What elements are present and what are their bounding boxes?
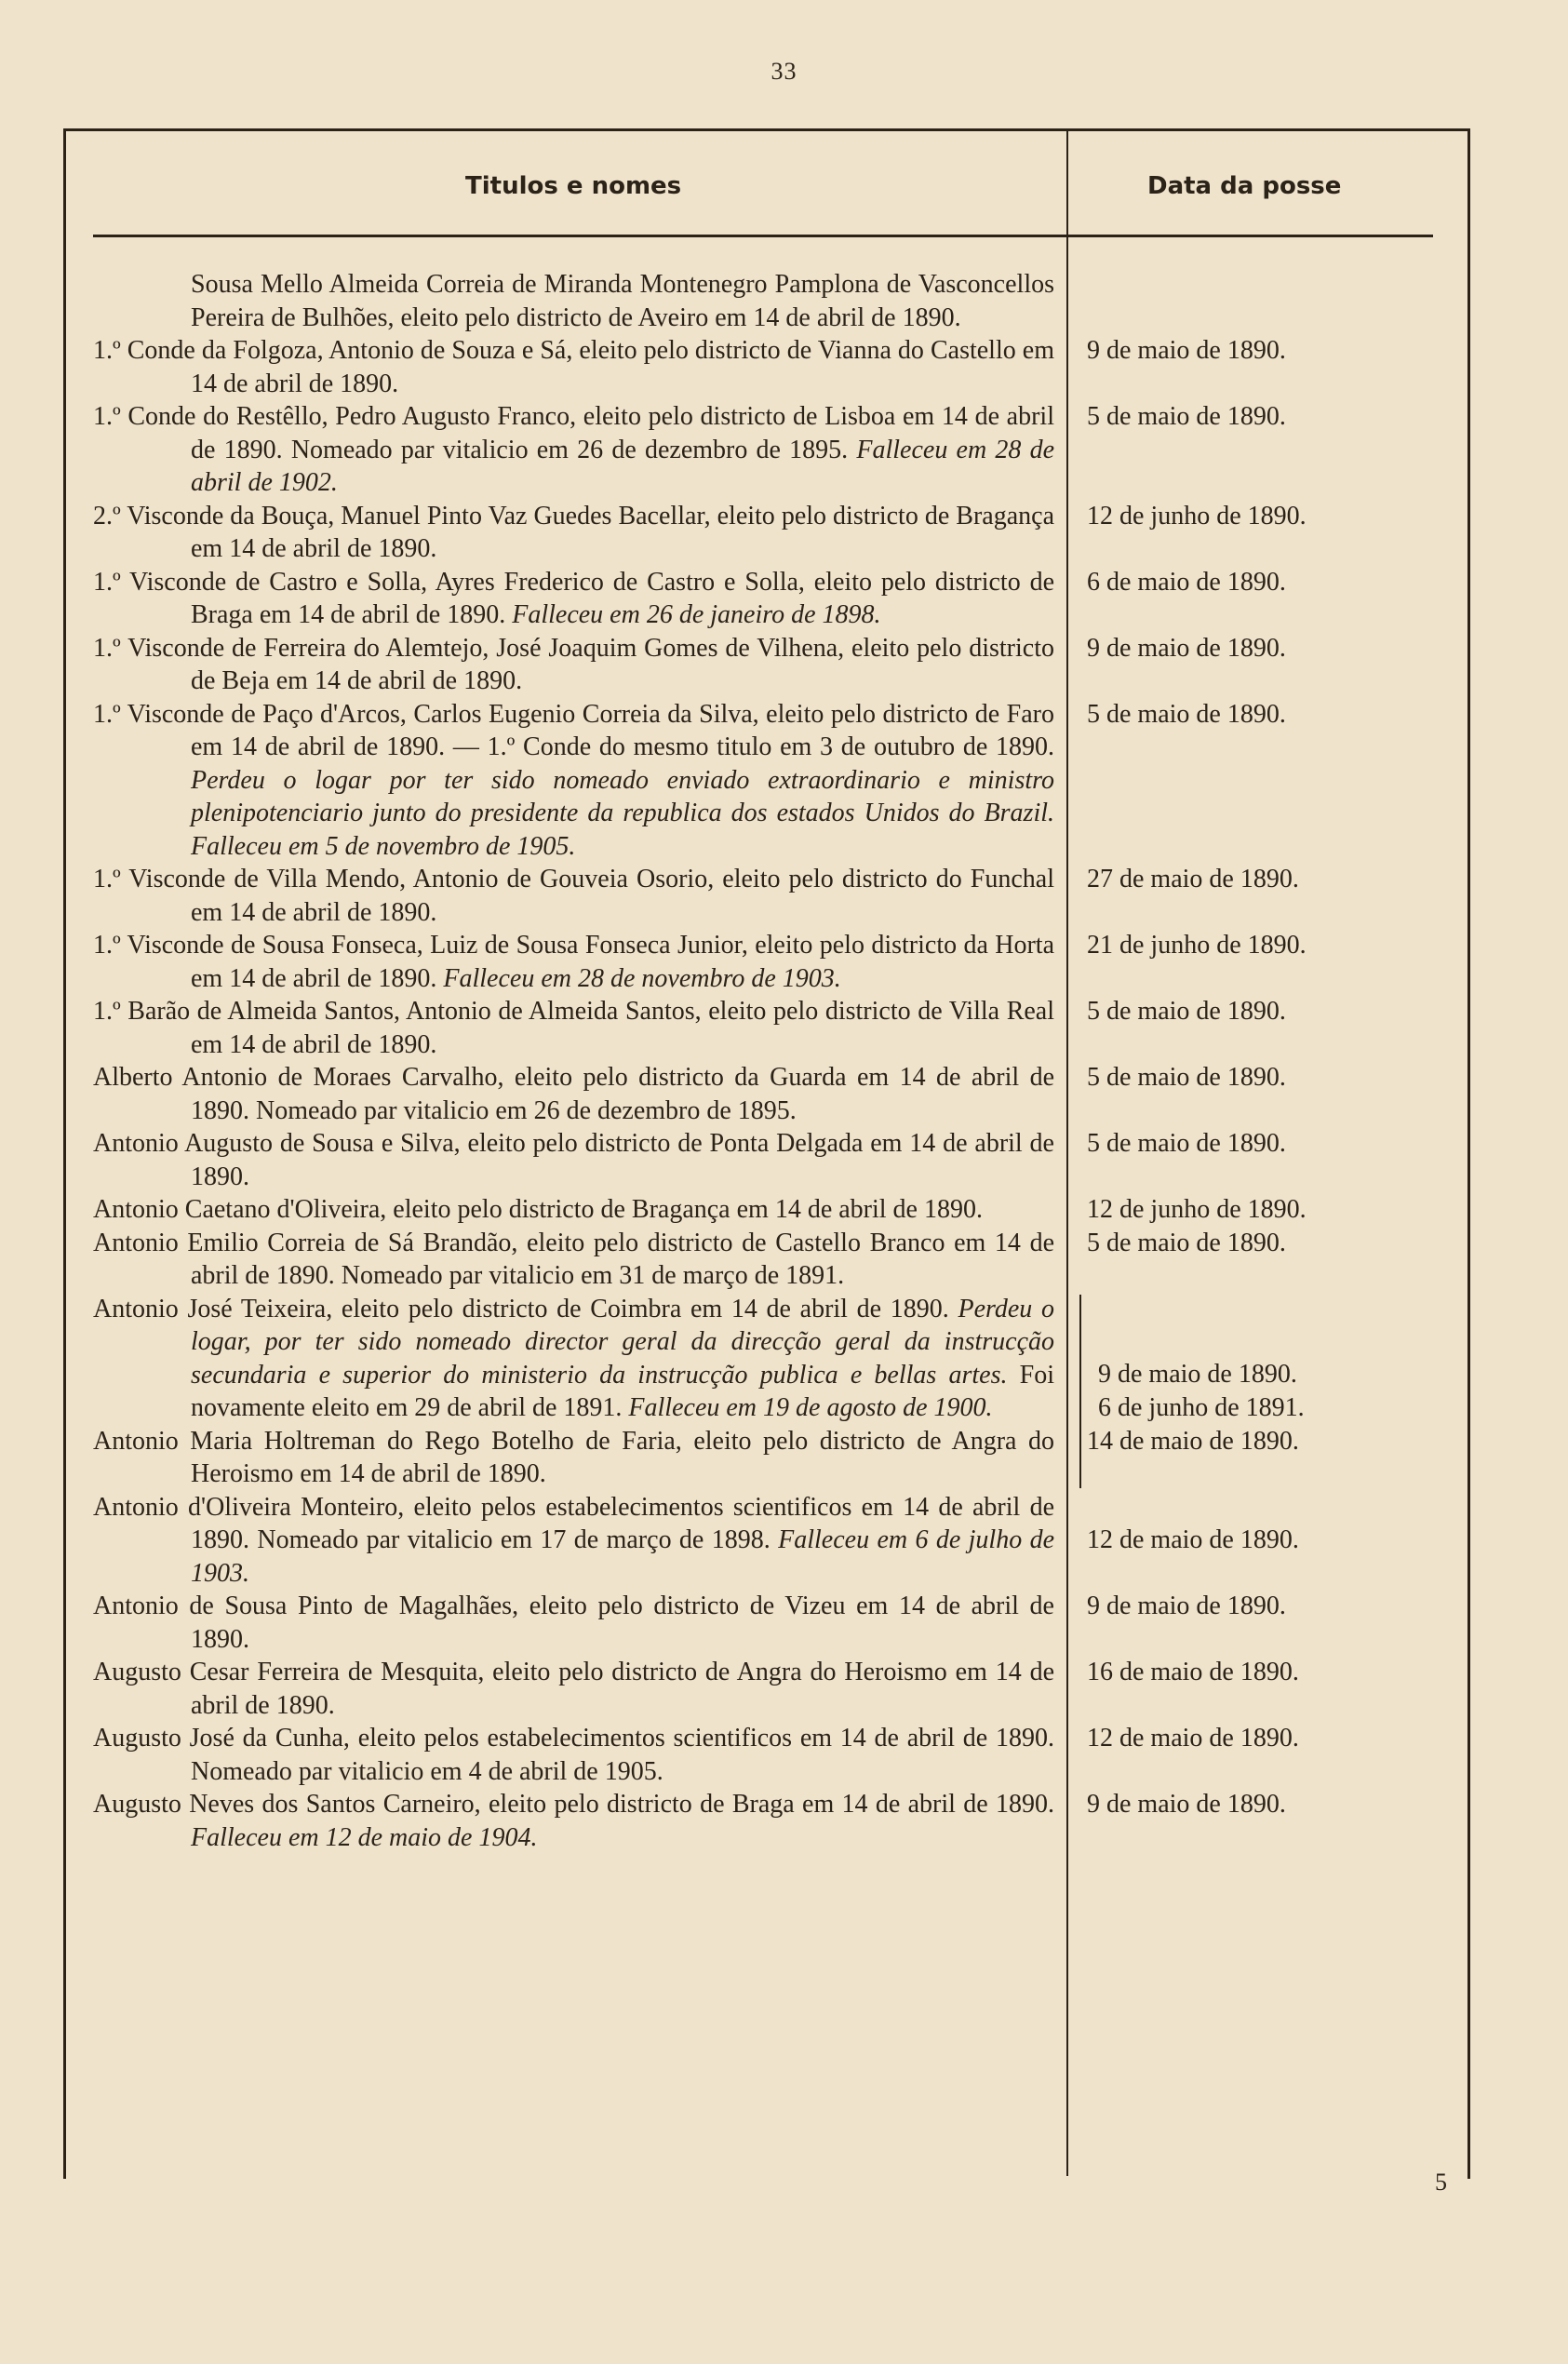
entry-text: 1.º Conde da Folgoza, Antonio de Souza e Sá, eleito pelo districto de Vianna do Castello em 14 de abril de 1890. [93,336,1054,398]
entry-text: Augusto José da Cunha, eleito pelos estabelecimentos scientificos em 14 de abril de 1890. Nomeado par vitalicio em 4 de abril de 1905. [93,1724,1054,1786]
page-number: 33 [771,58,797,85]
list-item [0,1590,1568,1656]
list-item [0,400,1568,500]
list-item [0,268,1568,334]
entry-note: Falleceu em 28 de novembro de 1903. [443,963,841,993]
entry-note: Falleceu em 28 de abril de 1902. [191,435,1054,497]
entry-text: 1.º Visconde de Paço d'Arcos, Carlos Eugenio Correia da Silva, eleito pelo districto de Faro em 14 de abril de 1890. — 1.º Conde do mesmo titulo em 3 de outubro de 1890. Perdeu o logar por ter sido nomeado enviado extraordinario e ministro plenipotenciario junto do presidente da republica dos estados Unidos do Brazil. Falleceu em 5 de novembro de 1905. [93,699,1054,861]
entry-date: 5 de maio de 1890. [1087,402,1286,431]
entry-date: 9 de maio de 1890. [1098,1359,1297,1389]
entry-text: Antonio José Teixeira, eleito pelo districto de Coimbra em 14 de abril de 1890. Perdeu o logar, por ter sido nomeado director geral da direcção geral da instrucção secundaria e superior do ministerio da instrucção publica e bellas artes. Foi novamente eleito em 29 de abril de 1891. Falleceu em 19 de agosto de 1900. [93,1294,1054,1422]
entry-note: Perdeu o logar, por ter sido nomeado director geral da direcção geral da instrucção secundaria e superior do ministerio da instrucção publica e bellas artes. [191,1294,1054,1390]
entry-date: 27 de maio de 1890. [1087,865,1299,893]
entry-date: 9 de maio de 1890. [1087,1790,1286,1819]
entry-text: 1.º Barão de Almeida Santos, Antonio de Almeida Santos, eleito pelo districto de Villa Real em 14 de abril de 1890. [93,997,1054,1059]
entry-text: 2.º Visconde da Bouça, Manuel Pinto Vaz Guedes Bacellar, eleito pelo districto de Bragança em 14 de abril de 1890. [93,501,1054,563]
entry-date: 14 de maio de 1890. [1087,1426,1299,1456]
entry-text: 1.º Conde do Restêllo, Pedro Augusto Franco, eleito pelo districto de Lisboa em 14 de abril de 1890. Nomeado par vitalicio em 26 de dezembro de 1895. Falleceu em 28 de abril de 1902. [93,402,1054,497]
entry-date: 16 de maio de 1890. [1087,1658,1299,1686]
entry-text: Sousa Mello Almeida Correia de Miranda Montenegro Pamplona de Vasconcellos Pereira de Bulhões, eleito pelo districto de Aveiro em 14 de abril de 1890. [191,270,1054,332]
header-rule [93,235,1433,237]
entry-text: Antonio d'Oliveira Monteiro, eleito pelos estabelecimentos scientificos em 14 de abril de 1890. Nomeado par vitalicio em 17 de março de 1898. Falleceu em 6 de julho de 1903. [93,1492,1054,1588]
entry-note: Falleceu em 26 de janeiro de 1898. [512,600,881,629]
entry-text: Antonio Emilio Correia de Sá Brandão, eleito pelo districto de Castello Branco em 14 de abril de 1890. Nomeado par vitalicio em 31 de março de 1891. [93,1228,1054,1290]
entry-text: Antonio Maria Holtreman do Rego Botelho de Faria, eleito pelo districto de Angra do Heroismo em 14 de abril de 1890. [93,1426,1054,1488]
entry-date: 5 de maio de 1890. [1087,997,1286,1026]
entry-text: Antonio de Sousa Pinto de Magalhães, eleito pelo districto de Vizeu em 14 de abril de 1890. [93,1592,1054,1654]
header-titles: Titulos e nomes [465,172,682,200]
entry-text: 1.º Visconde de Sousa Fonseca, Luiz de Sousa Fonseca Junior, eleito pelo districto da Horta em 14 de abril de 1890. Falleceu em 28 de novembro de 1903. [93,931,1054,993]
list-item [0,863,1568,929]
entry-note: Falleceu em 19 de agosto de 1900. [628,1393,993,1422]
entry-date: 12 de junho de 1890. [1087,501,1307,531]
entry-date: 12 de maio de 1890. [1087,1525,1299,1554]
entry-date: 9 de maio de 1890. [1087,1592,1286,1620]
list-item [0,995,1568,1061]
list-item [0,1061,1568,1127]
entry-text: Antonio Caetano d'Oliveira, eleito pelo districto de Bragança em 14 de abril de 1890. [93,1195,983,1224]
list-item [0,1425,1568,1491]
entry-date: 9 de maio de 1890. [1087,336,1286,365]
entry-date: 9 de maio de 1890. [1087,633,1286,663]
list-item [0,1491,1568,1591]
list-item [0,1788,1568,1854]
list-item [0,929,1568,995]
list-item [0,1722,1568,1788]
list-item [0,1656,1568,1722]
list-item [0,500,1568,566]
entry-date: 5 de maio de 1890. [1087,699,1286,729]
entry-date: 5 de maio de 1890. [1087,1228,1286,1257]
list-item [0,334,1568,400]
entry-date: 6 de junho de 1891. [1098,1392,1305,1422]
header-date: Data da posse [1147,172,1342,200]
entry-date: 12 de maio de 1890. [1087,1724,1299,1753]
signature-mark: 5 [1435,2169,1447,2196]
entry-text: 1.º Visconde de Villa Mendo, Antonio de Gouveia Osorio, eleito pelo districto do Funchal em 14 de abril de 1890. [93,865,1054,927]
list-item [0,698,1568,864]
entry-date: 6 de maio de 1890. [1087,567,1286,597]
list-item [0,1293,1568,1425]
entry-text: Augusto Cesar Ferreira de Mesquita, eleito pelo districto de Angra do Heroismo em 14 de abril de 1890. [93,1658,1054,1720]
entry-text: Antonio Augusto de Sousa e Silva, eleito pelo districto de Ponta Delgada em 14 de abril de 1890. [93,1129,1054,1191]
entry-text: Alberto Antonio de Moraes Carvalho, eleito pelo districto da Guarda em 14 de abril de 1890. Nomeado par vitalicio em 26 de dezembro de 1895. [93,1063,1054,1125]
list-item [0,632,1568,698]
entry-date: 21 de junho de 1890. [1087,931,1307,960]
list-item [0,1227,1568,1293]
entry-date: 5 de maio de 1890. [1087,1063,1286,1092]
list-item [0,1193,1568,1227]
entries-list [0,268,1568,1854]
entry-text: Augusto Neves dos Santos Carneiro, eleito pelo districto de Braga em 14 de abril de 1890. Falleceu em 12 de maio de 1904. [93,1790,1054,1852]
entry-note: Falleceu em 12 de maio de 1904. [191,1822,538,1852]
entry-text: 1.º Visconde de Ferreira do Alemtejo, José Joaquim Gomes de Vilhena, eleito pelo districto de Beja em 14 de abril de 1890. [93,633,1054,695]
entry-date: 5 de maio de 1890. [1087,1129,1286,1158]
entry-text: 1.º Visconde de Castro e Solla, Ayres Frederico de Castro e Solla, eleito pelo districto de Braga em 14 de abril de 1890. Falleceu em 26 de janeiro de 1898. [93,567,1054,629]
entry-date: 12 de junho de 1890. [1087,1195,1307,1224]
list-item [0,1127,1568,1193]
list-item [0,566,1568,632]
entry-note: Falleceu em 6 de julho de 1903. [191,1525,1054,1588]
entry-note: Perdeu o logar por ter sido nomeado enviado extraordinario e ministro plenipotenciario junto do presidente da republica dos estados Unidos do Brazil. Falleceu em 5 de novembro de 1905. [191,765,1054,861]
